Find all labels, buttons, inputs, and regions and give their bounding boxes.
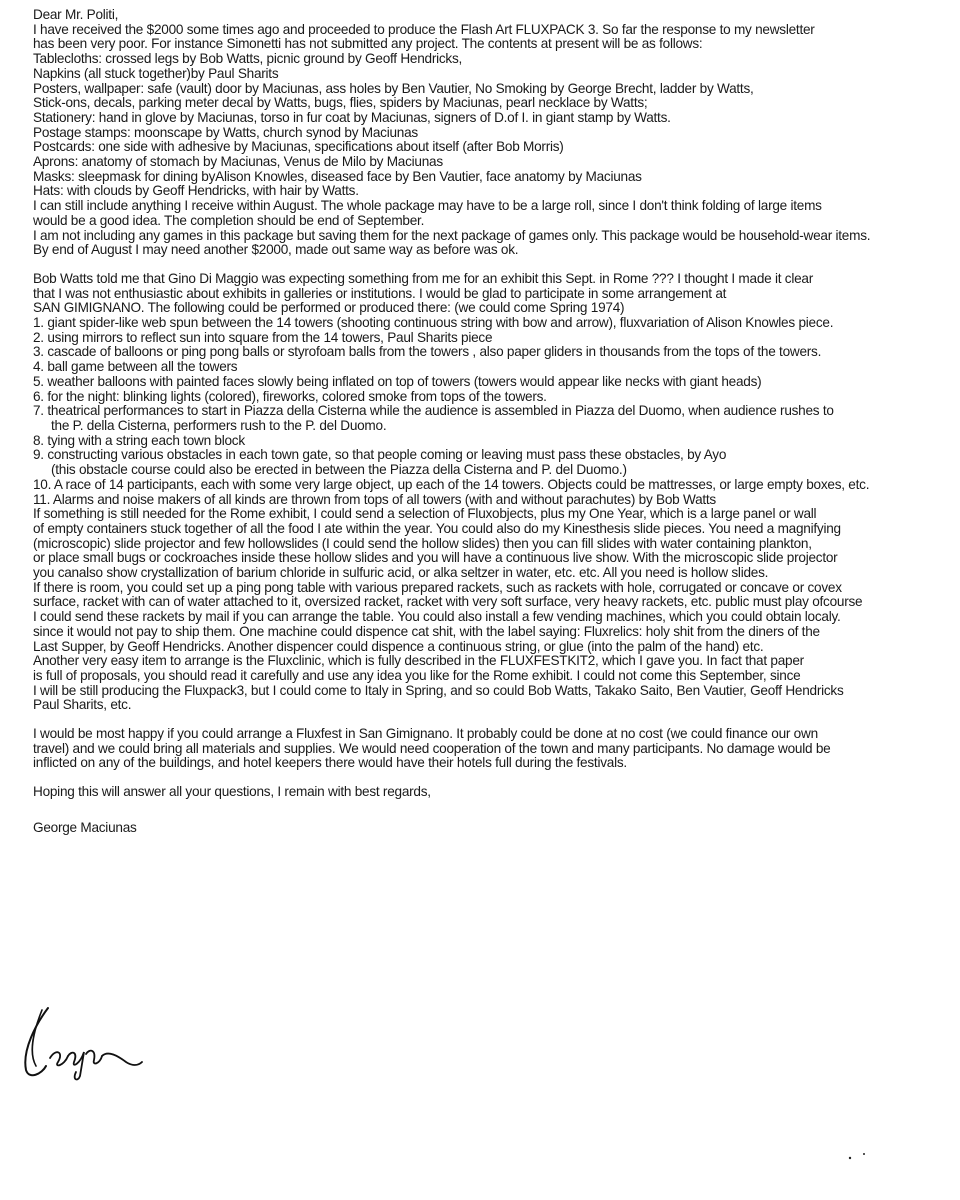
text-line: since it would not pay to ship them. One machine could dispence cat shit, with the label saying: Fluxrelics: holy shit from the diners of the — [33, 623, 820, 639]
list-item-continuation: the P. della Cisterna, performers rush to the P. del Duomo. — [51, 417, 387, 433]
signature-name: George Maciunas — [33, 819, 137, 835]
list-item: 2. using mirrors to reflect sun into square from the 14 towers, Paul Sharits piece — [33, 329, 493, 345]
text-line: I am not including any games in this package but saving them for the next package of games only. This package would be household-wear items. — [33, 227, 871, 243]
text-line: I can still include anything I receive within August. The whole package may have to be a large roll, since I don't think folding of large items — [33, 198, 822, 214]
handwritten-signature — [14, 1000, 144, 1082]
text-line: is full of proposals, you should read it carefully and use any idea you like for the Rome exhibit. I could not come this September, since — [33, 667, 801, 683]
text-line: Napkins (all stuck together)by Paul Sharits — [33, 65, 279, 81]
text-line: Bob Watts told me that Gino Di Maggio was expecting something from me for an exhibit this Sept. in Rome ??? I thought I made it clear — [33, 270, 814, 286]
text-line: Posters, wallpaper: safe (vault) door by Maciunas, ass holes by Ben Vautier, No Smoking by George Brecht, ladder by Watts, — [33, 80, 754, 96]
text-line: or place small bugs or cockroaches inside these hollow slides and you will have a continuous live show. With the microscopic slide projector — [33, 550, 838, 566]
text-line: inflicted on any of the buildings, and hotel keepers there would have their hotels full during the festivals. — [33, 755, 627, 771]
list-item: 10. A race of 14 participants, each with some very large object, up each of the 14 towers. Objects could be mattresses, or large empty boxes, etc. — [33, 476, 870, 492]
text-line: If there is room, you could set up a ping pong table with various prepared rackets, such as rackets with hole, corrugated or concave or covex — [33, 579, 842, 595]
text-line: Stationery: hand in glove by Maciunas, torso in fur coat by Maciunas, signers of D.of I. in giant stamp by Watts. — [33, 109, 671, 125]
text-line: If something is still needed for the Rome exhibit, I could send a selection of Fluxobjects, plus my One Year, which is a large panel or wall — [33, 506, 817, 522]
list-item: 1. giant spider-like web spun between the 14 towers (shooting continuous string with bow and arrow), fluxvariation of Alison Knowles piece. — [33, 315, 834, 331]
list-item-continuation: (this obstacle course could also be erected in between the Piazza della Cisterna and P. del Duomo.) — [51, 462, 627, 478]
text-line: SAN GIMIGNANO. The following could be performed or produced there: (we could come Spring 1974) — [33, 300, 625, 316]
text-line: Aprons: anatomy of stomach by Maciunas, Venus de Milo by Maciunas — [33, 154, 443, 170]
text-line: that I was not enthusiastic about exhibits in galleries or institutions. I would be glad to participate in some arrangement at — [33, 285, 727, 301]
text-line: Postcards: one side with adhesive by Maciunas, specifications about itself (after Bob Morris) — [33, 139, 564, 155]
text-line: Masks: sleepmask for dining byAlison Knowles, diseased face by Ben Vautier, face anatomy by Maciunas — [33, 168, 642, 184]
text-line: By end of August I may need another $2000, made out same way as before was ok. — [33, 242, 519, 258]
paragraph-rome-exhibit — [33, 507, 952, 713]
paragraph-fluxfest — [33, 727, 952, 771]
text-line: (microscopic) slide projector and few hollowslides (I could send the hollow slides) then you can fill slides with water containing plankton, — [33, 535, 812, 551]
list-item: 6. for the night: blinking lights (colored), fireworks, colored smoke from tops of the towers. — [33, 388, 547, 404]
salutation: Dear Mr. Politi, — [33, 7, 119, 22]
paper-specks — [830, 1140, 870, 1160]
paragraph-fluxpack — [33, 23, 952, 258]
text-line: Last Supper, by Geoff Hendricks. Another dispencer could dispence a continuous string, or glue (into the palm of the hand) etc. — [33, 638, 764, 654]
text-line: Stick-ons, decals, parking meter decal by Watts, bugs, flies, spiders by Maciunas, pearl necklace by Watts; — [33, 95, 648, 111]
list-item: 11. Alarms and noise makers of all kinds are thrown from tops of all towers (with and without parachutes) by Bob Watts — [33, 491, 716, 507]
text-line: Hats: with clouds by Geoff Hendricks, with hair by Watts. — [33, 183, 359, 199]
closing: Hoping this will answer all your questions, I remain with best regards, — [33, 784, 431, 800]
text-line: I have received the $2000 some times ago and proceeded to produce the Flash Art FLUXPACK 3. So far the response to my newsletter — [33, 21, 815, 37]
text-line: travel) and we could bring all materials and supplies. We would need cooperation of the town and many participants. No damage would be — [33, 740, 831, 756]
list-item: 9. constructing various obstacles in each town gate, so that people coming or leaving must pass these obstacles, by Ayo — [33, 447, 727, 463]
text-line: has been very poor. For instance Simonetti has not submitted any project. The contents at present will be as follows: — [33, 36, 703, 52]
text-line: you canalso show crystallization of barium chloride in sulfuric acid, or alka seltzer in water, etc. etc. All you need is hollow slides. — [33, 565, 769, 581]
list-item: 3. cascade of balloons or ping pong balls or styrofoam balls from the towers , also paper gliders in thousands from the tops of the towers. — [33, 344, 822, 360]
list-item: 4. ball game between all the towers — [33, 359, 238, 375]
text-line: I could send these rackets by mail if you can arrange the table. You could also install a few vending machines, which you could obtain localy. — [33, 609, 841, 625]
list-item: 8. tying with a string each town block — [33, 432, 245, 448]
list-item: 7. theatrical performances to start in Piazza della Cisterna while the audience is assembled in Piazza del Duomo, when audience rushes to — [33, 403, 834, 419]
list-item: 5. weather balloons with painted faces slowly being inflated on top of towers (towers would appear like necks with giant heads) — [33, 373, 762, 389]
paragraph-san-gimignano — [33, 272, 952, 316]
text-line: Paul Sharits, etc. — [33, 697, 132, 713]
text-line: Tablecloths: crossed legs by Bob Watts, picnic ground by Geoff Hendricks, — [33, 51, 463, 67]
text-line: surface, racket with can of water attached to it, oversized racket, racket with very soft surface, very heavy rackets, etc. public must play ofcourse — [33, 594, 863, 610]
numbered-list — [33, 316, 952, 507]
text-line: I would be most happy if you could arrange a Fluxfest in San Gimignano. It probably could be done at no cost (we could finance our own — [33, 726, 818, 742]
text-line: I will be still producing the Fluxpack3, but I could come to Italy in Spring, and so could Bob Watts, Takako Saito, Ben Vautier, Geoff Hendricks — [33, 682, 844, 698]
text-line: Postage stamps: moonscape by Watts, church synod by Maciunas — [33, 124, 418, 140]
text-line: Another very easy item to arrange is the Fluxclinic, which is fully described in the FLUXFESTKIT2, which I gave you. In fact that paper — [33, 653, 804, 669]
text-line: would be a good idea. The completion should be end of September. — [33, 212, 425, 228]
text-line: of empty containers stuck together of all the food I ate within the year. You could also do my Kinesthesis slide pieces. You need a magnifying — [33, 520, 841, 536]
